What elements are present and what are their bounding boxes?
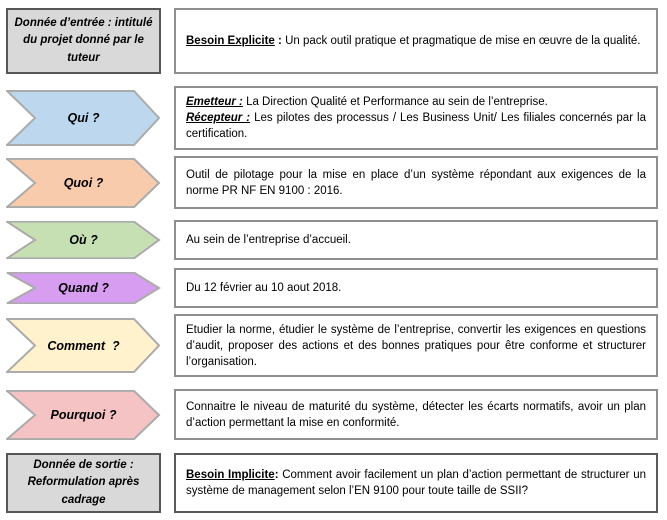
comment-text-box xyxy=(174,314,658,377)
pourquoi-text-box xyxy=(174,389,658,440)
chevron-label-quand: Quand ? xyxy=(58,281,109,295)
besoin-explicite-box xyxy=(174,8,658,74)
row-qui xyxy=(6,86,658,150)
besoin-explicite-label: Besoin Explicite xyxy=(186,35,275,47)
quand-text: Du 12 février au 10 aout 2018. xyxy=(186,282,342,294)
emetteur-text: La Direction Qualité et Performance au sein de l’entreprise. xyxy=(242,96,548,108)
exit-label: Donnée de sortie : Reformulation après cadrage xyxy=(27,459,140,506)
chevron-label-quoi: Quoi ? xyxy=(63,175,104,190)
besoin-implicite-box xyxy=(174,453,658,513)
chevron-shape-pourquoi xyxy=(6,390,161,440)
entry-label: Donnée d’entrée : intitulé du projet donné par le tuteur xyxy=(14,17,153,64)
chevron-label-ou: Où ? xyxy=(69,233,98,247)
chevron-shape-quoi xyxy=(6,158,161,208)
emetteur-label: Emetteur : xyxy=(186,96,243,108)
quand-text-box xyxy=(174,268,658,308)
quoi-text: Outil de pilotage pour la mise en place d’un système répondant aux exigences de la norme PR NF EN 9100 : 2016. xyxy=(186,168,646,197)
besoin-implicite-sep: : xyxy=(274,469,283,481)
besoin-implicite-label: Besoin Implicite xyxy=(186,469,275,481)
chevron-shape-qui xyxy=(6,90,161,146)
chevron-label-pourquoi: Pourquoi ? xyxy=(50,407,117,422)
row-entry xyxy=(6,8,658,74)
besoin-explicite-text: Un pack outil pratique et pragmatique de mise en œuvre de la qualité. xyxy=(285,35,641,47)
recepteur-label: Récepteur : xyxy=(186,112,251,124)
row-ou xyxy=(6,220,658,260)
row-exit xyxy=(6,453,658,513)
chevron-shape-ou xyxy=(6,221,161,259)
comment-text: Etudier la norme, étudier le système de l’entreprise, convertir les exigences en questions d’audit, proposer des actions et des bonnes pratiques pour être conforme et structurer l’organisation. xyxy=(186,323,646,368)
exit-terminal-box xyxy=(6,453,161,513)
qui-text-box xyxy=(174,86,658,150)
chevron-shape-comment xyxy=(6,318,161,373)
entry-terminal-box xyxy=(6,8,161,74)
chevron-shape-quand xyxy=(6,272,161,304)
ou-text-box xyxy=(174,220,658,260)
row-quoi xyxy=(6,156,658,209)
row-pourquoi xyxy=(6,389,658,440)
recepteur-text: Les pilotes des processus / Les Business Unit/ Les filiales concernés par la certification. xyxy=(186,112,646,140)
row-comment xyxy=(6,314,658,377)
chevron-label-comment: Comment ? xyxy=(47,338,120,353)
pourquoi-text: Connaitre le niveau de maturité du système, détecter les écarts normatifs, avoir un plan d’action permettant la mise en conformité. xyxy=(186,400,646,429)
quoi-text-box xyxy=(174,156,658,209)
row-quand xyxy=(6,268,658,308)
besoin-implicite-text: Comment avoir facilement un plan d’action permettant de structurer un système de management selon l’EN 9100 pour toute taille de SSII? xyxy=(186,469,646,497)
besoin-explicite-sep: : xyxy=(274,35,286,47)
chevron-label-qui: Qui ? xyxy=(67,111,100,125)
ou-text: Au sein de l’entreprise d’accueil. xyxy=(186,234,351,246)
